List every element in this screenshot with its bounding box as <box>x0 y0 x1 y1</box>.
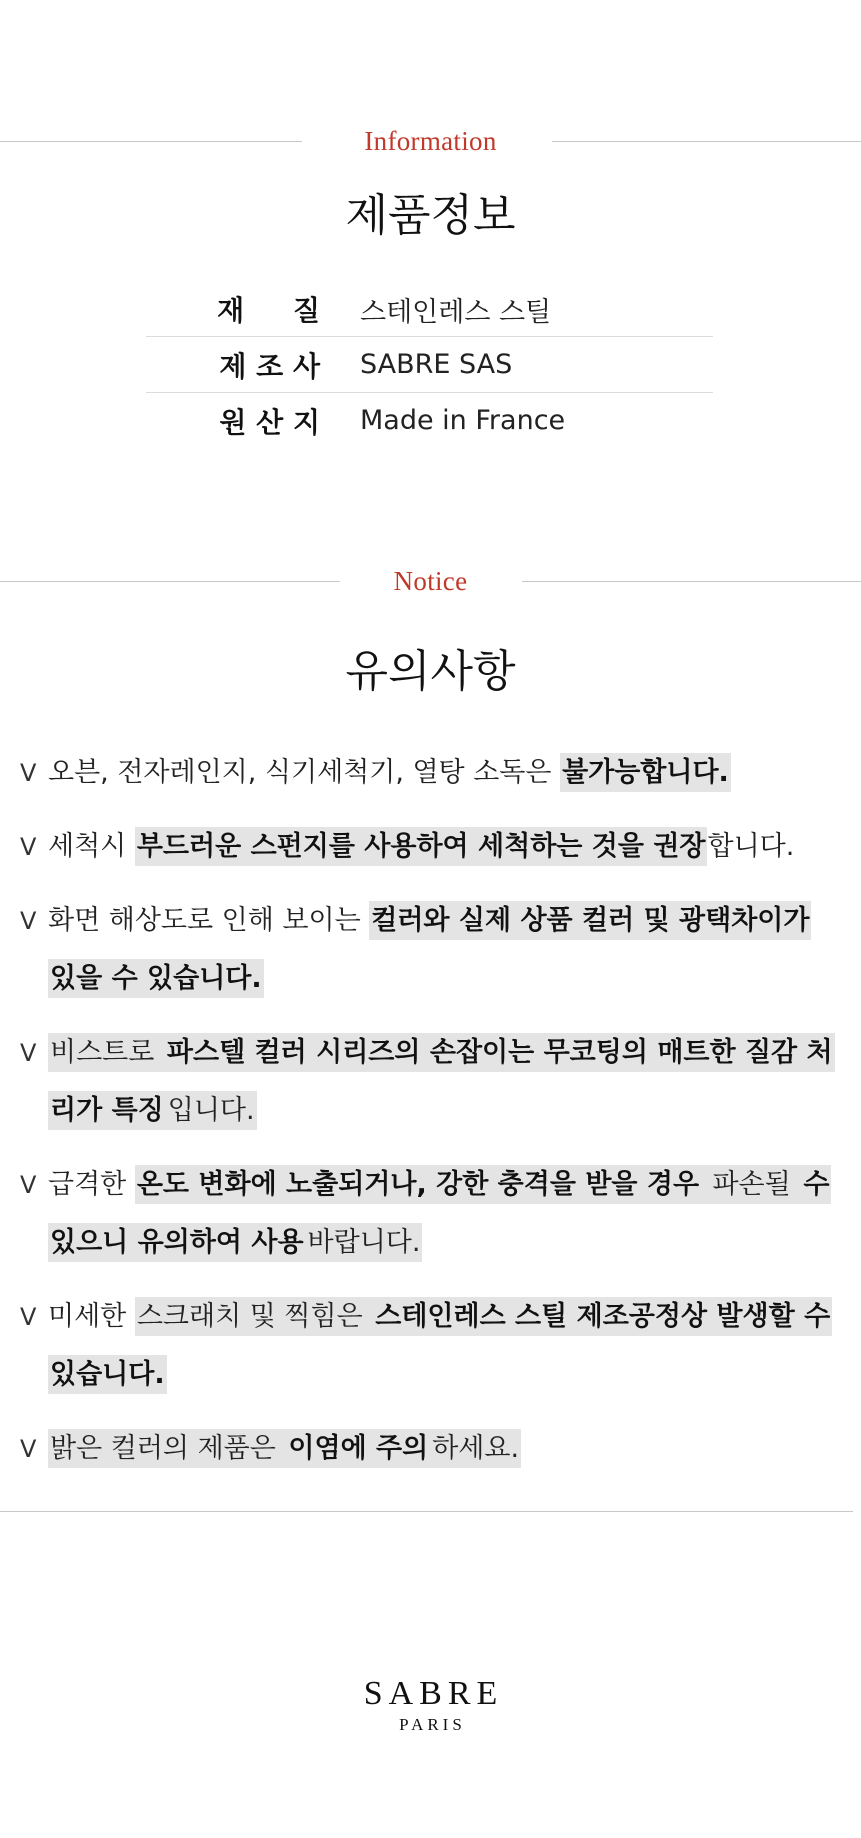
notice-highlight: 불가능합니다. <box>560 753 731 792</box>
check-mark-icon: V <box>20 1435 37 1463</box>
notice-highlight: 밝은 컬러의 제품은 <box>48 1429 286 1468</box>
notice-highlight: 파손될 <box>710 1165 801 1204</box>
notice-text <box>48 1420 841 1478</box>
notice-item <box>0 818 861 876</box>
footer-divider <box>0 1511 853 1512</box>
info-row-origin <box>146 393 713 448</box>
check-mark-icon: V <box>20 907 37 935</box>
notice-text <box>48 1024 841 1140</box>
info-label-manufacturer: 제 조 사 <box>219 349 320 383</box>
notice-item <box>0 892 861 1008</box>
notice-text <box>48 818 841 876</box>
notice-highlight: 컬러와 실제 상품 컬러 및 광택차이가 있을 수 있습니다. <box>48 901 811 998</box>
notice-segment: 화면 해상도로 인해 보이는 <box>48 905 370 936</box>
info-row-material <box>146 282 713 337</box>
notice-highlight: 온도 변화에 노출되거나, 강한 충격을 받을 경우 <box>135 1165 711 1204</box>
info-value-origin: Made in France <box>360 405 566 436</box>
notice-text <box>48 1288 841 1404</box>
sabre-paris-logo <box>0 1674 861 1736</box>
notice-header <box>0 566 861 596</box>
check-mark-icon: V <box>20 759 37 787</box>
notice-title: 유의사항 <box>345 646 516 697</box>
info-value-material: 스테인레스 스틸 <box>360 296 552 328</box>
notice-eyebrow: Notice <box>393 566 468 596</box>
check-mark-icon: V <box>20 1303 37 1331</box>
notice-highlight: 하세요. <box>430 1429 521 1468</box>
check-mark-icon: V <box>20 833 37 861</box>
logo-brand: SABRE <box>363 1675 504 1712</box>
info-label-material: 재 질 <box>217 294 320 327</box>
check-mark-icon: V <box>20 1039 37 1067</box>
notice-item <box>0 1420 861 1478</box>
notice-highlight: 이염에 주의 <box>286 1429 430 1468</box>
notice-segment: 급격한 <box>48 1169 135 1200</box>
notice-highlight: 스크래치 및 찍힘은 <box>135 1297 373 1336</box>
notice-segment: 오븐, 전자레인지, 식기세척기, 열탕 소독은 <box>48 757 561 788</box>
notice-highlight: 파스텔 컬러 시리즈의 손잡이는 무코팅의 매트한 질감 처리가 특징 <box>48 1033 835 1130</box>
notice-item <box>0 1156 861 1272</box>
notice-item <box>0 744 861 802</box>
check-mark-icon: V <box>20 1171 37 1199</box>
notice-item <box>0 1024 861 1140</box>
notice-highlight: 비스트로 <box>48 1033 165 1072</box>
info-value-manufacturer: SABRE SAS <box>360 349 513 380</box>
notice-text <box>48 892 841 1008</box>
notice-list <box>0 744 861 1494</box>
notice-highlight: 입니다. <box>166 1091 257 1130</box>
info-row-manufacturer <box>146 337 713 393</box>
notice-highlight: 부드러운 스펀지를 사용하여 세척하는 것을 권장 <box>135 827 708 866</box>
notice-text <box>48 1156 841 1272</box>
notice-highlight: 수 있으니 유의하여 사용 <box>48 1165 831 1262</box>
notice-segment: 미세한 <box>48 1301 135 1332</box>
notice-segment: 세척시 <box>48 831 135 862</box>
notice-item <box>0 1288 861 1404</box>
notice-highlight: 스테인레스 스틸 제조공정상 발생할 수 있습니다. <box>48 1297 832 1394</box>
notice-highlight: 바랍니다. <box>306 1223 423 1262</box>
notice-text <box>48 744 841 802</box>
information-title: 제품정보 <box>345 190 516 241</box>
notice-segment: 합니다. <box>707 831 795 862</box>
info-label-origin: 원 산 지 <box>219 405 320 439</box>
logo-sub: PARIS <box>399 1715 466 1734</box>
information-eyebrow: Information <box>364 126 497 156</box>
information-header <box>0 126 861 156</box>
product-info-table <box>146 282 713 448</box>
